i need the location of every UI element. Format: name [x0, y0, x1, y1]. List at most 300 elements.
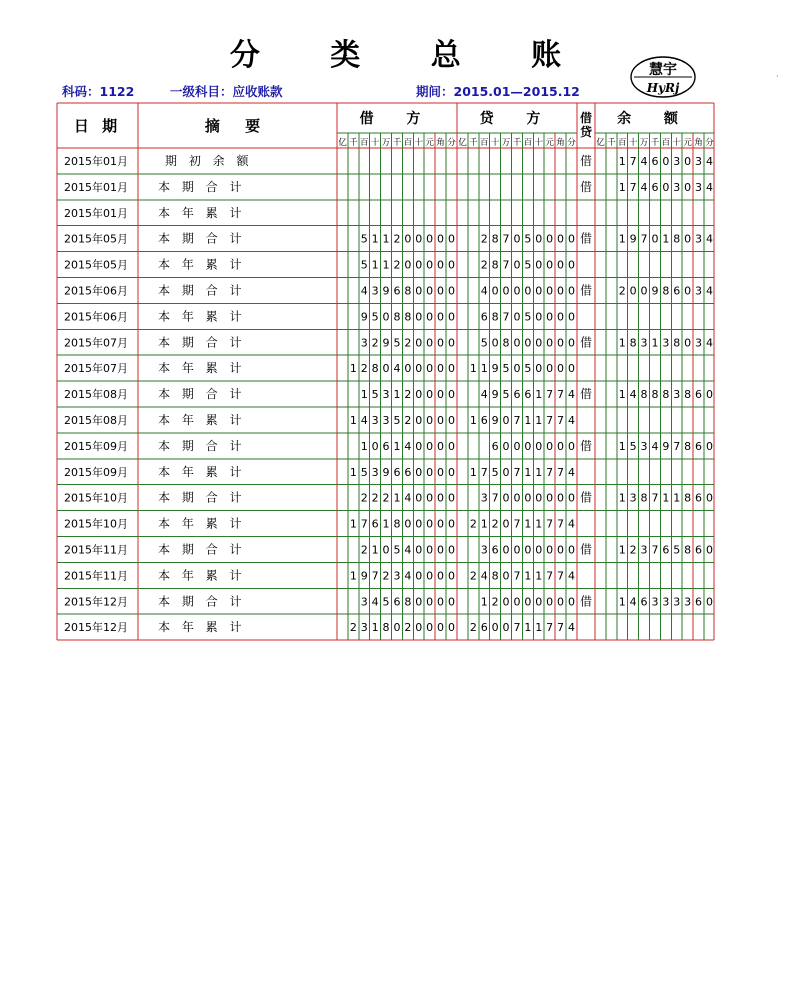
row-date: 2015年06月: [64, 284, 128, 298]
amount-digit: 4: [393, 362, 401, 376]
amount-digit: 3: [662, 336, 670, 350]
amount-digit: 1: [618, 491, 626, 505]
amount-digit: 3: [480, 491, 488, 505]
amount-digit: 1: [618, 180, 626, 194]
amount-digit: 0: [524, 439, 532, 453]
row-summary: 本 期 合 计: [158, 438, 246, 453]
amount-digit: 5: [360, 232, 368, 246]
row-date: 2015年11月: [64, 543, 128, 557]
amount-digit: 8: [393, 517, 401, 531]
digit-unit-label: 十: [370, 138, 380, 148]
amount-digit: 1: [524, 569, 532, 583]
amount-digit: 0: [415, 310, 423, 324]
header-dc: 贷: [579, 125, 593, 139]
amount-digit: 1: [618, 154, 626, 168]
amount-digit: 4: [640, 180, 648, 194]
amount-digit: 2: [404, 413, 412, 427]
amount-digit: 5: [393, 413, 401, 427]
row-date: 2015年10月: [64, 491, 128, 505]
amount-digit: 7: [360, 517, 368, 531]
amount-digit: 0: [426, 569, 434, 583]
amount-digit: 0: [567, 310, 575, 324]
digit-unit-label: 万: [381, 138, 391, 148]
amount-digit: 0: [535, 336, 543, 350]
amount-digit: 6: [695, 439, 703, 453]
page-title: 分 类 总 账: [229, 38, 592, 73]
digit-unit-label: 分: [705, 138, 714, 148]
digit-unit-label: 角: [436, 138, 445, 148]
amount-digit: 6: [371, 517, 379, 531]
amount-digit: 0: [415, 517, 423, 531]
row-summary: 本 年 累 计: [158, 464, 246, 479]
amount-digit: 1: [382, 232, 390, 246]
row-summary: 本 期 合 计: [158, 490, 246, 505]
amount-digit: 7: [557, 413, 565, 427]
amount-digit: 0: [447, 491, 455, 505]
amount-digit: 0: [513, 310, 521, 324]
amount-digit: 1: [535, 517, 543, 531]
amount-digit: 2: [393, 258, 401, 272]
row-date: 2015年12月: [64, 621, 128, 635]
amount-digit: 2: [404, 336, 412, 350]
amount-digit: 0: [629, 284, 637, 298]
row-date: 2015年01月: [64, 206, 128, 220]
amount-digit: 0: [557, 336, 565, 350]
amount-digit: 5: [502, 388, 510, 402]
amount-digit: 0: [502, 284, 510, 298]
amount-digit: 2: [393, 232, 401, 246]
amount-digit: 5: [393, 336, 401, 350]
amount-digit: 0: [426, 362, 434, 376]
amount-digit: 0: [546, 310, 554, 324]
amount-digit: 0: [524, 543, 532, 557]
amount-digit: 0: [502, 543, 510, 557]
digit-unit-label: 百: [617, 138, 627, 148]
amount-digit: 0: [535, 595, 543, 609]
amount-digit: 0: [437, 517, 445, 531]
amount-digit: 0: [447, 439, 455, 453]
amount-digit: 0: [546, 491, 554, 505]
amount-digit: 7: [651, 543, 659, 557]
row-summary: 本 年 累 计: [158, 516, 246, 531]
amount-digit: 0: [447, 310, 455, 324]
digit-unit-label: 百: [479, 138, 489, 148]
amount-digit: 2: [360, 491, 368, 505]
amount-digit: 0: [513, 491, 521, 505]
amount-digit: 0: [684, 232, 692, 246]
amount-digit: 1: [382, 517, 390, 531]
row-dc: 借: [579, 490, 593, 505]
amount-digit: 9: [382, 465, 390, 479]
amount-digit: 3: [695, 284, 703, 298]
amount-digit: 4: [705, 284, 713, 298]
row-dc: 借: [579, 335, 593, 350]
amount-digit: 0: [415, 413, 423, 427]
amount-digit: 7: [557, 465, 565, 479]
amount-digit: 0: [705, 439, 713, 453]
amount-digit: 0: [684, 284, 692, 298]
amount-digit: 0: [415, 569, 423, 583]
amount-digit: 9: [491, 388, 499, 402]
amount-digit: 0: [426, 517, 434, 531]
amount-digit: 0: [437, 310, 445, 324]
amount-digit: 4: [404, 491, 412, 505]
amount-digit: 0: [404, 232, 412, 246]
amount-digit: 0: [513, 284, 521, 298]
amount-digit: 0: [524, 595, 532, 609]
amount-digit: 0: [557, 284, 565, 298]
amount-digit: 7: [557, 621, 565, 635]
amount-digit: 0: [567, 362, 575, 376]
amount-digit: 0: [567, 336, 575, 350]
digit-unit-label: 万: [639, 138, 649, 148]
amount-digit: 0: [557, 595, 565, 609]
amount-digit: 0: [415, 258, 423, 272]
amount-digit: 1: [360, 388, 368, 402]
amount-digit: 0: [513, 439, 521, 453]
amount-digit: 9: [491, 413, 499, 427]
amount-digit: 8: [491, 258, 499, 272]
amount-digit: 0: [557, 310, 565, 324]
amount-digit: 5: [524, 258, 532, 272]
account-code: 科码：1122: [62, 84, 135, 99]
row-date: 2015年01月: [64, 154, 128, 168]
row-summary: 本 年 累 计: [158, 257, 246, 272]
amount-digit: 0: [524, 336, 532, 350]
amount-digit: 8: [629, 336, 637, 350]
amount-digit: 0: [447, 569, 455, 583]
amount-digit: 6: [695, 595, 703, 609]
row-dc: 借: [579, 594, 593, 609]
amount-digit: 4: [651, 439, 659, 453]
amount-digit: 0: [651, 232, 659, 246]
amount-digit: 3: [695, 154, 703, 168]
digit-unit-label: 角: [694, 138, 703, 148]
row-dc: 借: [579, 387, 593, 402]
amount-digit: 0: [491, 336, 499, 350]
logo-top-text: 慧宇: [649, 62, 677, 78]
amount-digit: 0: [662, 154, 670, 168]
amount-digit: 8: [404, 310, 412, 324]
row-date: 2015年12月: [64, 595, 128, 609]
amount-digit: 0: [382, 543, 390, 557]
amount-digit: 0: [447, 465, 455, 479]
row-summary: 本 期 合 计: [158, 542, 246, 557]
amount-digit: 4: [567, 569, 575, 583]
amount-digit: 1: [535, 388, 543, 402]
amount-digit: 0: [437, 284, 445, 298]
row-date: 2015年05月: [64, 232, 128, 246]
row-summary: 本 期 合 计: [158, 594, 246, 609]
amount-digit: 0: [426, 491, 434, 505]
amount-digit: 0: [437, 595, 445, 609]
amount-digit: 0: [557, 258, 565, 272]
amount-digit: 1: [618, 232, 626, 246]
digit-unit-label: 亿: [338, 138, 347, 148]
amount-digit: 8: [640, 388, 648, 402]
row-date: 2015年07月: [64, 362, 128, 376]
amount-digit: 7: [546, 569, 554, 583]
amount-digit: 1: [371, 543, 379, 557]
amount-digit: 0: [513, 362, 521, 376]
amount-digit: 2: [469, 569, 477, 583]
amount-digit: 0: [382, 310, 390, 324]
amount-digit: 0: [513, 595, 521, 609]
amount-digit: 8: [491, 569, 499, 583]
amount-digit: 4: [629, 595, 637, 609]
amount-digit: 1: [349, 362, 357, 376]
amount-digit: 5: [629, 439, 637, 453]
digit-unit-label: 元: [425, 138, 434, 148]
amount-digit: 2: [371, 336, 379, 350]
amount-digit: 1: [393, 491, 401, 505]
row-date: 2015年09月: [64, 465, 128, 479]
amount-digit: 6: [491, 543, 499, 557]
amount-digit: 1: [524, 413, 532, 427]
logo-bottom-text: HyRj: [646, 81, 680, 95]
amount-digit: 4: [567, 413, 575, 427]
amount-digit: 4: [567, 465, 575, 479]
amount-digit: 7: [629, 154, 637, 168]
header-credit: 贷 方: [479, 111, 555, 127]
amount-digit: 0: [426, 284, 434, 298]
amount-digit: 0: [437, 569, 445, 583]
amount-digit: 0: [437, 621, 445, 635]
amount-digit: 7: [513, 413, 521, 427]
amount-digit: 0: [447, 595, 455, 609]
amount-digit: 2: [480, 232, 488, 246]
row-summary: 本 期 合 计: [158, 387, 246, 402]
amount-digit: 0: [426, 595, 434, 609]
amount-digit: 6: [513, 388, 521, 402]
amount-digit: 0: [502, 569, 510, 583]
amount-digit: 6: [480, 413, 488, 427]
amount-digit: 6: [640, 595, 648, 609]
amount-digit: 6: [651, 180, 659, 194]
amount-digit: 1: [524, 465, 532, 479]
amount-digit: 0: [447, 517, 455, 531]
amount-digit: 0: [491, 621, 499, 635]
amount-digit: 0: [502, 621, 510, 635]
amount-digit: 0: [502, 413, 510, 427]
amount-digit: 0: [426, 336, 434, 350]
amount-digit: 3: [673, 595, 681, 609]
amount-digit: 0: [447, 543, 455, 557]
amount-digit: 6: [662, 543, 670, 557]
amount-digit: 2: [349, 621, 357, 635]
amount-digit: 0: [393, 621, 401, 635]
amount-digit: 7: [651, 491, 659, 505]
amount-digit: 1: [618, 595, 626, 609]
amount-digit: 5: [360, 258, 368, 272]
amount-digit: 7: [557, 517, 565, 531]
amount-digit: 3: [695, 232, 703, 246]
amount-digit: 0: [404, 362, 412, 376]
amount-digit: 7: [502, 310, 510, 324]
amount-digit: 0: [546, 543, 554, 557]
amount-digit: 0: [415, 595, 423, 609]
amount-digit: 5: [524, 362, 532, 376]
amount-digit: 1: [535, 413, 543, 427]
amount-digit: 1: [349, 413, 357, 427]
digit-unit-label: 分: [567, 138, 576, 148]
row-date: 2015年09月: [64, 439, 128, 453]
amount-digit: 0: [404, 517, 412, 531]
digit-unit-label: 十: [672, 138, 682, 148]
amount-digit: 1: [673, 491, 681, 505]
amount-digit: 1: [480, 517, 488, 531]
amount-digit: 0: [415, 388, 423, 402]
amount-digit: 7: [491, 491, 499, 505]
header-dc: 借: [579, 111, 593, 125]
row-date: 2015年07月: [64, 336, 128, 350]
amount-digit: 9: [382, 336, 390, 350]
row-dc: 借: [579, 542, 593, 557]
amount-digit: 0: [415, 284, 423, 298]
amount-digit: 3: [695, 336, 703, 350]
amount-digit: 1: [393, 439, 401, 453]
amount-digit: 1: [393, 388, 401, 402]
amount-digit: 0: [426, 310, 434, 324]
amount-digit: 0: [567, 232, 575, 246]
amount-digit: 8: [684, 439, 692, 453]
amount-digit: 2: [629, 543, 637, 557]
amount-digit: 8: [404, 284, 412, 298]
amount-digit: 3: [640, 439, 648, 453]
amount-digit: 0: [535, 284, 543, 298]
amount-digit: 4: [629, 388, 637, 402]
amount-digit: 0: [513, 232, 521, 246]
amount-digit: 0: [557, 232, 565, 246]
amount-digit: 3: [371, 284, 379, 298]
amount-digit: 0: [437, 362, 445, 376]
amount-digit: 0: [447, 284, 455, 298]
amount-digit: 0: [546, 336, 554, 350]
amount-digit: 1: [524, 621, 532, 635]
amount-digit: 9: [360, 569, 368, 583]
amount-digit: 2: [491, 517, 499, 531]
amount-digit: 0: [684, 154, 692, 168]
amount-digit: 3: [393, 569, 401, 583]
amount-digit: 2: [371, 491, 379, 505]
amount-digit: 0: [567, 284, 575, 298]
amount-digit: 8: [684, 388, 692, 402]
amount-digit: 0: [546, 595, 554, 609]
amount-digit: 1: [651, 336, 659, 350]
amount-digit: 2: [360, 543, 368, 557]
amount-digit: 1: [662, 491, 670, 505]
digit-unit-label: 百: [359, 138, 369, 148]
amount-digit: 0: [415, 336, 423, 350]
amount-digit: 4: [640, 154, 648, 168]
amount-digit: 7: [546, 621, 554, 635]
amount-digit: 5: [524, 310, 532, 324]
amount-digit: 7: [371, 569, 379, 583]
amount-digit: 0: [567, 543, 575, 557]
amount-digit: 5: [491, 465, 499, 479]
amount-digit: 0: [557, 491, 565, 505]
amount-digit: 3: [371, 413, 379, 427]
row-summary: 本 年 累 计: [158, 412, 246, 427]
amount-digit: 3: [480, 543, 488, 557]
amount-digit: 0: [567, 439, 575, 453]
amount-digit: 2: [491, 595, 499, 609]
amount-digit: 6: [393, 284, 401, 298]
amount-digit: 1: [349, 569, 357, 583]
amount-digit: 3: [673, 180, 681, 194]
amount-digit: 4: [705, 232, 713, 246]
row-summary: 本 期 合 计: [158, 335, 246, 350]
amount-digit: 8: [662, 388, 670, 402]
amount-digit: 2: [382, 491, 390, 505]
amount-digit: 0: [502, 465, 510, 479]
amount-digit: 7: [546, 517, 554, 531]
amount-digit: 5: [371, 310, 379, 324]
amount-digit: 3: [371, 465, 379, 479]
row-summary: 本 年 累 计: [158, 568, 246, 583]
amount-digit: 0: [447, 258, 455, 272]
amount-digit: 0: [502, 517, 510, 531]
amount-digit: 8: [684, 543, 692, 557]
header-summary: 摘 要: [204, 117, 271, 135]
amount-digit: 0: [426, 258, 434, 272]
amount-digit: 3: [695, 180, 703, 194]
amount-digit: 0: [382, 362, 390, 376]
row-dc: 借: [579, 231, 593, 246]
amount-digit: 1: [662, 232, 670, 246]
amount-digit: 0: [437, 388, 445, 402]
amount-digit: 3: [382, 388, 390, 402]
amount-digit: 8: [502, 336, 510, 350]
amount-digit: 0: [513, 543, 521, 557]
amount-digit: 8: [651, 388, 659, 402]
row-dc: 借: [579, 153, 593, 168]
amount-digit: 0: [447, 336, 455, 350]
digit-unit-label: 十: [414, 138, 424, 148]
row-summary: 本 期 合 计: [158, 179, 246, 194]
row-date: 2015年10月: [64, 517, 128, 531]
amount-digit: 9: [651, 284, 659, 298]
digit-unit-label: 十: [628, 138, 638, 148]
amount-digit: 6: [651, 154, 659, 168]
amount-digit: 0: [437, 439, 445, 453]
amount-digit: 6: [695, 543, 703, 557]
amount-digit: 3: [382, 413, 390, 427]
amount-digit: 8: [491, 232, 499, 246]
amount-digit: 0: [415, 362, 423, 376]
amount-digit: 0: [415, 232, 423, 246]
amount-digit: 4: [404, 569, 412, 583]
amount-digit: 0: [524, 491, 532, 505]
amount-digit: 3: [673, 154, 681, 168]
amount-digit: 4: [480, 284, 488, 298]
amount-digit: 2: [480, 258, 488, 272]
row-dc: 借: [579, 179, 593, 194]
amount-digit: 8: [673, 232, 681, 246]
amount-digit: 2: [469, 621, 477, 635]
amount-digit: 6: [524, 388, 532, 402]
amount-digit: 6: [382, 439, 390, 453]
digit-unit-label: 千: [349, 138, 358, 148]
digit-unit-label: 百: [661, 138, 671, 148]
amount-digit: 0: [447, 413, 455, 427]
period: 期间：2015.01—2015.12: [416, 84, 580, 99]
amount-digit: 1: [360, 439, 368, 453]
row-date: 2015年06月: [64, 310, 128, 324]
amount-digit: 0: [502, 439, 510, 453]
amount-digit: 0: [567, 595, 575, 609]
amount-digit: 0: [437, 258, 445, 272]
